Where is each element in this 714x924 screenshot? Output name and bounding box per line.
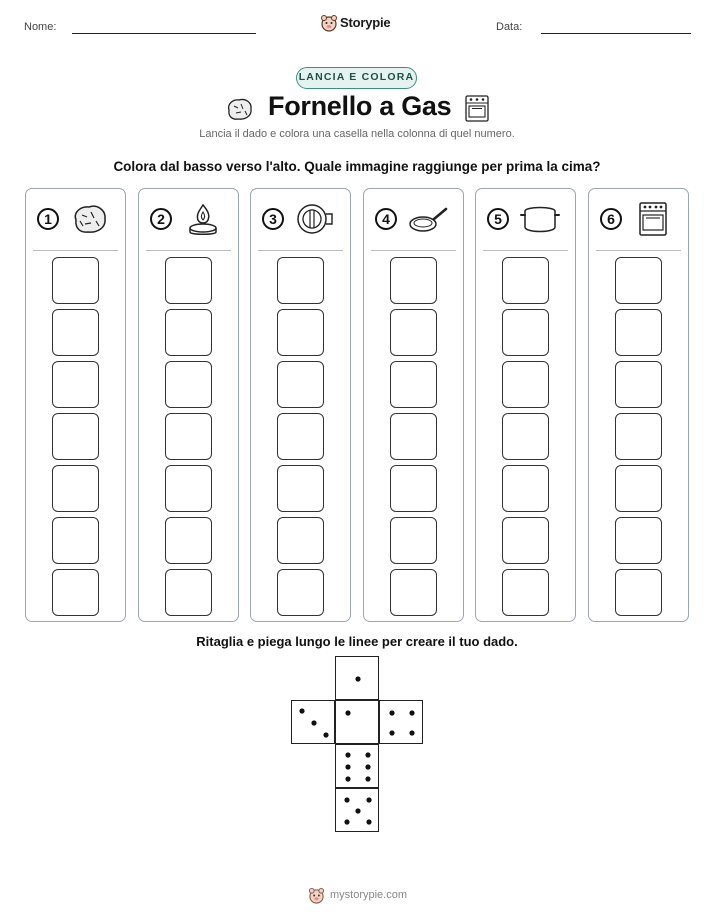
color-box[interactable] [277, 413, 324, 460]
footer [308, 886, 418, 906]
column-number: 5 [487, 208, 509, 230]
column-divider [146, 250, 231, 251]
cut-instruction: Ritaglia e piega lungo le linee per creare il tuo dado. [196, 634, 518, 649]
stone-icon [225, 96, 255, 122]
column-divider [483, 250, 568, 251]
color-box[interactable] [502, 517, 549, 564]
color-box[interactable] [52, 309, 99, 356]
color-box[interactable] [390, 257, 437, 304]
color-box[interactable] [52, 517, 99, 564]
brand-name: Storypie [340, 15, 391, 30]
color-box[interactable] [615, 517, 662, 564]
column-1 [25, 188, 126, 622]
color-box[interactable] [615, 413, 662, 460]
color-box[interactable] [277, 517, 324, 564]
column-3 [250, 188, 351, 622]
stove-icon [464, 93, 490, 123]
color-box[interactable] [165, 257, 212, 304]
column-number: 1 [37, 208, 59, 230]
color-box[interactable] [502, 257, 549, 304]
column-divider [258, 250, 343, 251]
color-box[interactable] [165, 309, 212, 356]
color-box[interactable] [390, 309, 437, 356]
color-box[interactable] [165, 517, 212, 564]
knob-icon [295, 201, 335, 237]
color-box[interactable] [615, 569, 662, 616]
color-box[interactable] [165, 413, 212, 460]
pot-icon [520, 201, 560, 237]
color-box[interactable] [165, 361, 212, 408]
color-box[interactable] [390, 517, 437, 564]
brand-logo [320, 12, 400, 34]
color-box[interactable] [52, 413, 99, 460]
color-box[interactable] [390, 413, 437, 460]
column-divider [371, 250, 456, 251]
die-face-center-1 [335, 700, 379, 744]
subtitle: Lancia il dado e colora una casella nella colonna di quel numero. [199, 128, 515, 140]
color-box[interactable] [502, 569, 549, 616]
name-label: Nome: [24, 21, 57, 33]
die-face-5 [335, 788, 379, 832]
activity-badge: LANCIA E COLORA [296, 67, 417, 89]
color-box[interactable] [165, 465, 212, 512]
color-box[interactable] [390, 361, 437, 408]
die-face-3 [291, 700, 335, 744]
die-face-6 [335, 744, 379, 788]
column-2 [138, 188, 239, 622]
color-box[interactable] [502, 361, 549, 408]
color-box[interactable] [502, 465, 549, 512]
color-box[interactable] [277, 309, 324, 356]
color-box[interactable] [615, 309, 662, 356]
color-box[interactable] [277, 361, 324, 408]
column-4 [363, 188, 464, 622]
color-box[interactable] [615, 465, 662, 512]
color-box[interactable] [502, 413, 549, 460]
instruction: Colora dal basso verso l'alto. Quale immagine raggiunge per prima la cima? [113, 159, 601, 174]
color-box[interactable] [277, 569, 324, 616]
stone-icon [70, 201, 110, 237]
name-line [72, 33, 256, 34]
color-box[interactable] [502, 309, 549, 356]
color-box[interactable] [277, 257, 324, 304]
color-box[interactable] [165, 569, 212, 616]
die-face-1 [335, 656, 379, 700]
footer-url[interactable]: mystorypie.com [330, 889, 408, 901]
color-box[interactable] [52, 569, 99, 616]
color-box[interactable] [52, 465, 99, 512]
color-box[interactable] [615, 361, 662, 408]
color-box[interactable] [390, 465, 437, 512]
column-number: 3 [262, 208, 284, 230]
storypie-logo-icon [308, 887, 325, 904]
color-box[interactable] [52, 361, 99, 408]
column-6 [588, 188, 689, 622]
color-box[interactable] [52, 257, 99, 304]
column-divider [33, 250, 118, 251]
column-number: 2 [150, 208, 172, 230]
color-box[interactable] [390, 569, 437, 616]
column-number: 4 [375, 208, 397, 230]
stove-icon [633, 201, 673, 237]
date-label: Data: [496, 21, 523, 33]
storypie-logo-icon [320, 14, 338, 32]
column-5 [475, 188, 576, 622]
gas-burner-icon [183, 201, 223, 237]
frying-pan-icon [408, 201, 448, 237]
page-title: Fornello a Gas [268, 91, 452, 121]
die-face-4 [379, 700, 423, 744]
title-block [220, 90, 496, 126]
color-box[interactable] [615, 257, 662, 304]
column-divider [596, 250, 681, 251]
date-line [541, 33, 691, 34]
color-box[interactable] [277, 465, 324, 512]
column-number: 6 [600, 208, 622, 230]
